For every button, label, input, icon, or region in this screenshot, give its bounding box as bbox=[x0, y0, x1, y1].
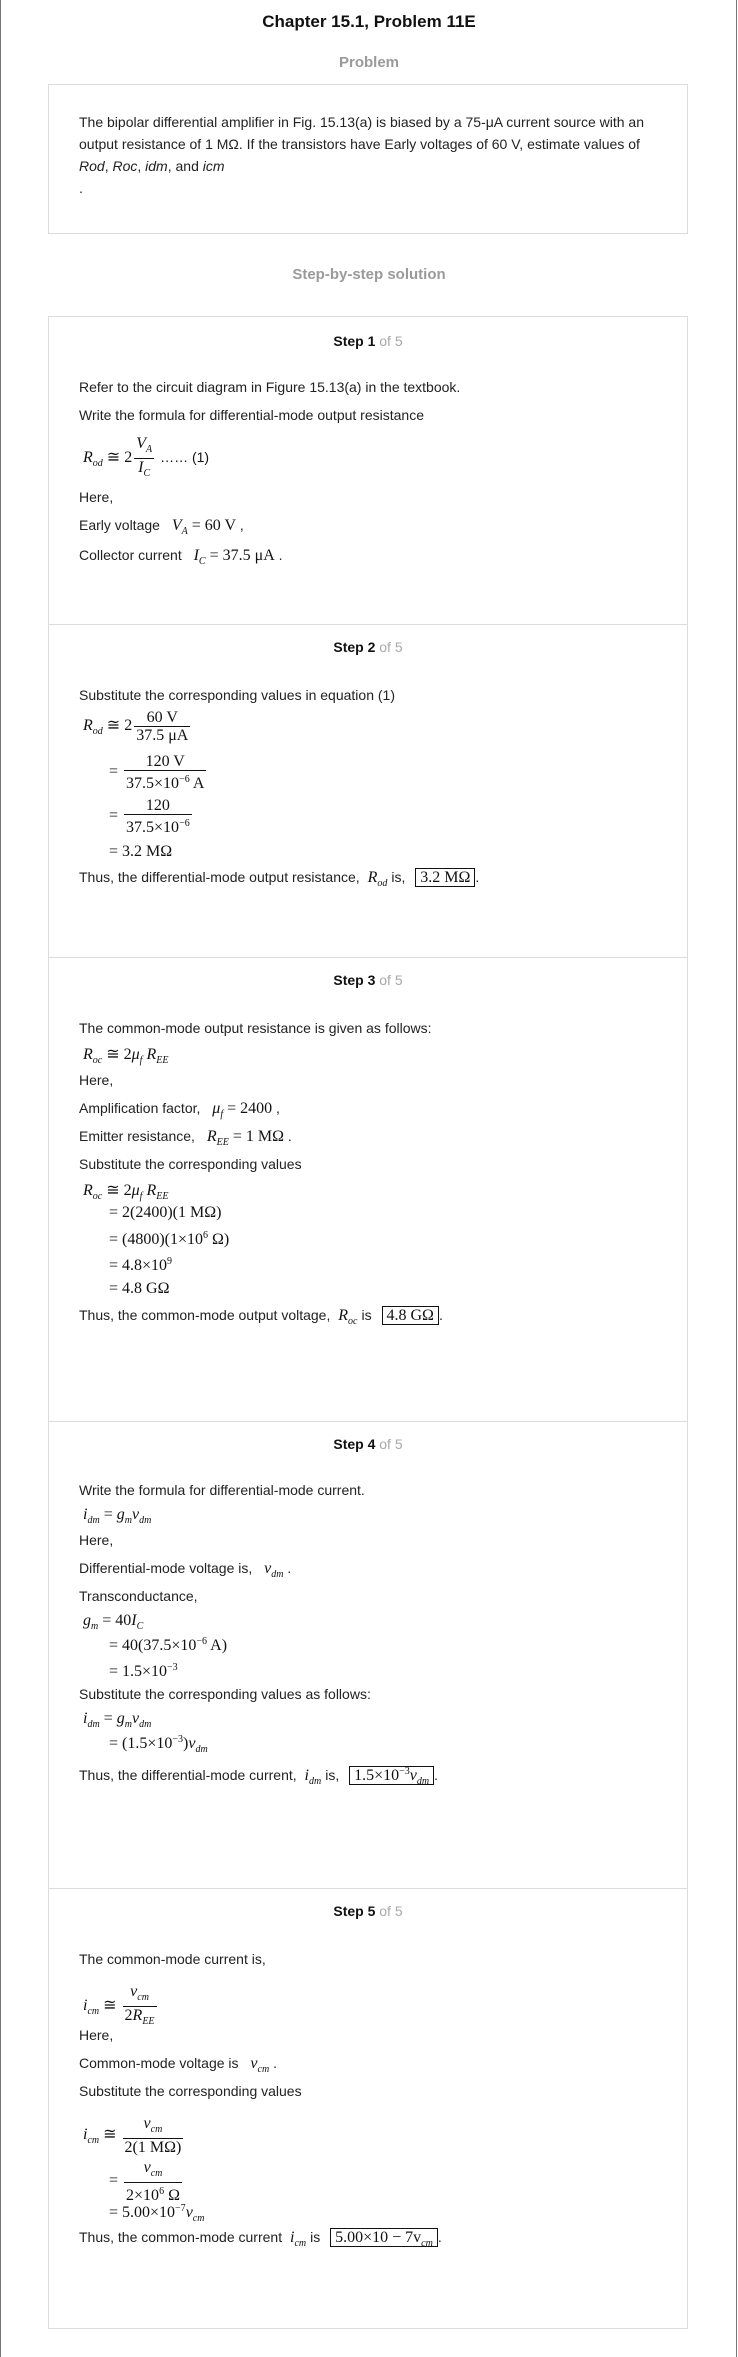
step-4-text: Substitute the corresponding values as follows: bbox=[79, 1686, 371, 1702]
step-3-eq-5: = 4.8 GΩ bbox=[109, 1280, 170, 1297]
problem-box bbox=[48, 84, 688, 234]
step-2-eq-2: = $\frac{120 V}{37.5\times 10^{-6} A}$ bbox=[109, 753, 205, 792]
step-4-dmv: Differential-mode voltage is, $v_{dm}$ . bbox=[79, 1560, 292, 1580]
step-4-text: Transconductance, bbox=[79, 1588, 198, 1604]
step-5-eq-1: $i_{cm}$ ≅ $\frac{v_{cm}}{2(1 M\Omega)}$ bbox=[83, 2115, 182, 2156]
step-5-text: Substitute the corresponding values bbox=[79, 2083, 302, 2099]
step-4-eq-1: $i_{dm} = g_mv_{dm}$ bbox=[83, 1710, 152, 1730]
step-separator bbox=[49, 1421, 687, 1422]
step-separator bbox=[49, 624, 687, 625]
step-5-answer: $5.00\times 10 - 7v_{cm}$ bbox=[330, 2228, 438, 2247]
step-3-text: Here, bbox=[79, 1072, 114, 1088]
step-1-text: Write the formula for differential-mode output resistance bbox=[79, 407, 424, 423]
step-4-gm-3: = $1.5\times 10^{-3}$ bbox=[109, 1662, 178, 1680]
step-3-text: The common-mode output resistance is given as follows: bbox=[79, 1020, 432, 1036]
step-3-amp: Amplification factor, $\mu_f = 2400$ , bbox=[79, 1100, 280, 1120]
problem-line-1: The bipolar differential amplifier in Fig. 15.13(a) is biased by a 75-μA current source with an bbox=[79, 114, 644, 130]
step-5-text: Here, bbox=[79, 2027, 114, 2043]
step-1-text: Refer to the circuit diagram in Figure 15.13(a) in the textbook. bbox=[79, 379, 461, 395]
step-5-formula: $i_{cm}$ ≅ $\frac{v_{cm}}{2R_{EE}}$ bbox=[83, 1983, 155, 2027]
problem-line-2: output resistance of 1 MΩ. If the transistors have Early voltages of 60 V, estimate values of bbox=[79, 136, 640, 152]
step-3-eq-1: $R_{oc}$ ≅ $2\mu_f$ $R_{EE}$ bbox=[83, 1182, 169, 1202]
step-5-eq-3: = $5.00\times 10^{-7}v_{cm}$ bbox=[109, 2203, 205, 2224]
step-2-answer: 3.2 MΩ bbox=[415, 868, 475, 887]
step-4-text: Here, bbox=[79, 1532, 114, 1548]
step-2-header: Step 2 of 5 bbox=[333, 639, 403, 655]
problem-heading: Problem bbox=[338, 54, 399, 71]
step-1-header: Step 1 of 5 bbox=[333, 333, 403, 349]
step-separator bbox=[49, 1888, 687, 1889]
step-3-eq-4: = $4.8\times 10^9$ bbox=[109, 1256, 173, 1274]
step-3-eq-2: = 2(2400)(1 MΩ) bbox=[109, 1204, 222, 1221]
step-4-header: Step 4 of 5 bbox=[333, 1436, 403, 1452]
step-2-eq-3: = $\frac{120}{37.5\times 10^{-6}}$ bbox=[109, 797, 190, 836]
step-2-text: Substitute the corresponding values in equation (1) bbox=[79, 687, 395, 703]
step-5-header: Step 5 of 5 bbox=[333, 1903, 403, 1919]
step-3-emit: Emitter resistance, $R_{EE} = 1$ MΩ . bbox=[79, 1128, 292, 1148]
step-4-text: Write the formula for differential-mode current. bbox=[79, 1482, 365, 1498]
step-4-answer: $1.5\times 10^{-3}v_{dm}$ bbox=[349, 1766, 434, 1785]
step-2-conclusion: Thus, the differential-mode output resistance, $R_{od}$ is, 3.2 MΩ . bbox=[79, 869, 480, 889]
steps-container bbox=[48, 316, 688, 2329]
step-5-conclusion: Thus, the common-mode current $i_{cm}$ is $5.00\times 10 - 7v_{cm}$ . bbox=[79, 2229, 442, 2249]
step-5-cmv: Common-mode voltage is $v_{cm}$ . bbox=[79, 2055, 277, 2075]
solution-heading: Step-by-step solution bbox=[292, 266, 446, 283]
step-3-text: Substitute the corresponding values bbox=[79, 1156, 302, 1172]
step-1-text: Here, bbox=[79, 489, 114, 505]
step-4-gm-1: $g_m = 40I_C$ bbox=[83, 1612, 144, 1632]
step-1-collector: Collector current $I_C = 37.5$ μA . bbox=[79, 547, 283, 567]
page-title: Chapter 15.1, Problem 11E bbox=[262, 12, 476, 31]
step-4-gm-2: = $40(37.5\times 10^{-6}$ A) bbox=[109, 1636, 228, 1654]
step-4-conclusion: Thus, the differential-mode current, $i_{dm}$ is, $1.5\times 10^{-3}v_{dm}$ . bbox=[79, 1766, 439, 1787]
step-3-header: Step 3 of 5 bbox=[333, 972, 403, 988]
step-4-formula: $i_{dm} = g_mv_{dm}$ bbox=[83, 1506, 152, 1526]
problem-line-3: Rod, Roc, idm, and icm bbox=[79, 158, 225, 174]
step-separator bbox=[49, 957, 687, 958]
step-3-answer: 4.8 GΩ bbox=[382, 1306, 439, 1325]
left-border bbox=[0, 0, 1, 2357]
step-4-eq-2: = $(1.5\times 10^{-3})v_{dm}$ bbox=[109, 1734, 208, 1755]
step-1-formula: $R_{od}$ ≅ 2 $\frac{V_A}{I_C}$ …… (1) bbox=[83, 435, 210, 479]
step-1-early: Early voltage $V_A = 60$ V , bbox=[79, 517, 244, 537]
step-3-eq-3: = $(4800)(1\times 10^6$ Ω) bbox=[109, 1230, 230, 1248]
step-2-eq-4: = 3.2 MΩ bbox=[109, 843, 173, 860]
step-3-formula: $R_{oc}$ ≅ $2\mu_f$ $R_{EE}$ bbox=[83, 1046, 169, 1066]
right-border bbox=[736, 0, 737, 2357]
step-5-text: The common-mode current is, bbox=[79, 1951, 266, 1967]
problem-line-4: . bbox=[79, 180, 83, 196]
step-5-eq-2: = $\frac{v_{cm}}{2\times 10^6 \Omega}$ bbox=[109, 2159, 180, 2204]
step-2-eq-1: $R_{od}$ ≅ 2 $\frac{60 V}{37.5 \mu A}$ bbox=[83, 709, 189, 744]
step-3-conclusion: Thus, the common-mode output voltage, $R_{oc}$ is 4.8 GΩ . bbox=[79, 1307, 443, 1327]
